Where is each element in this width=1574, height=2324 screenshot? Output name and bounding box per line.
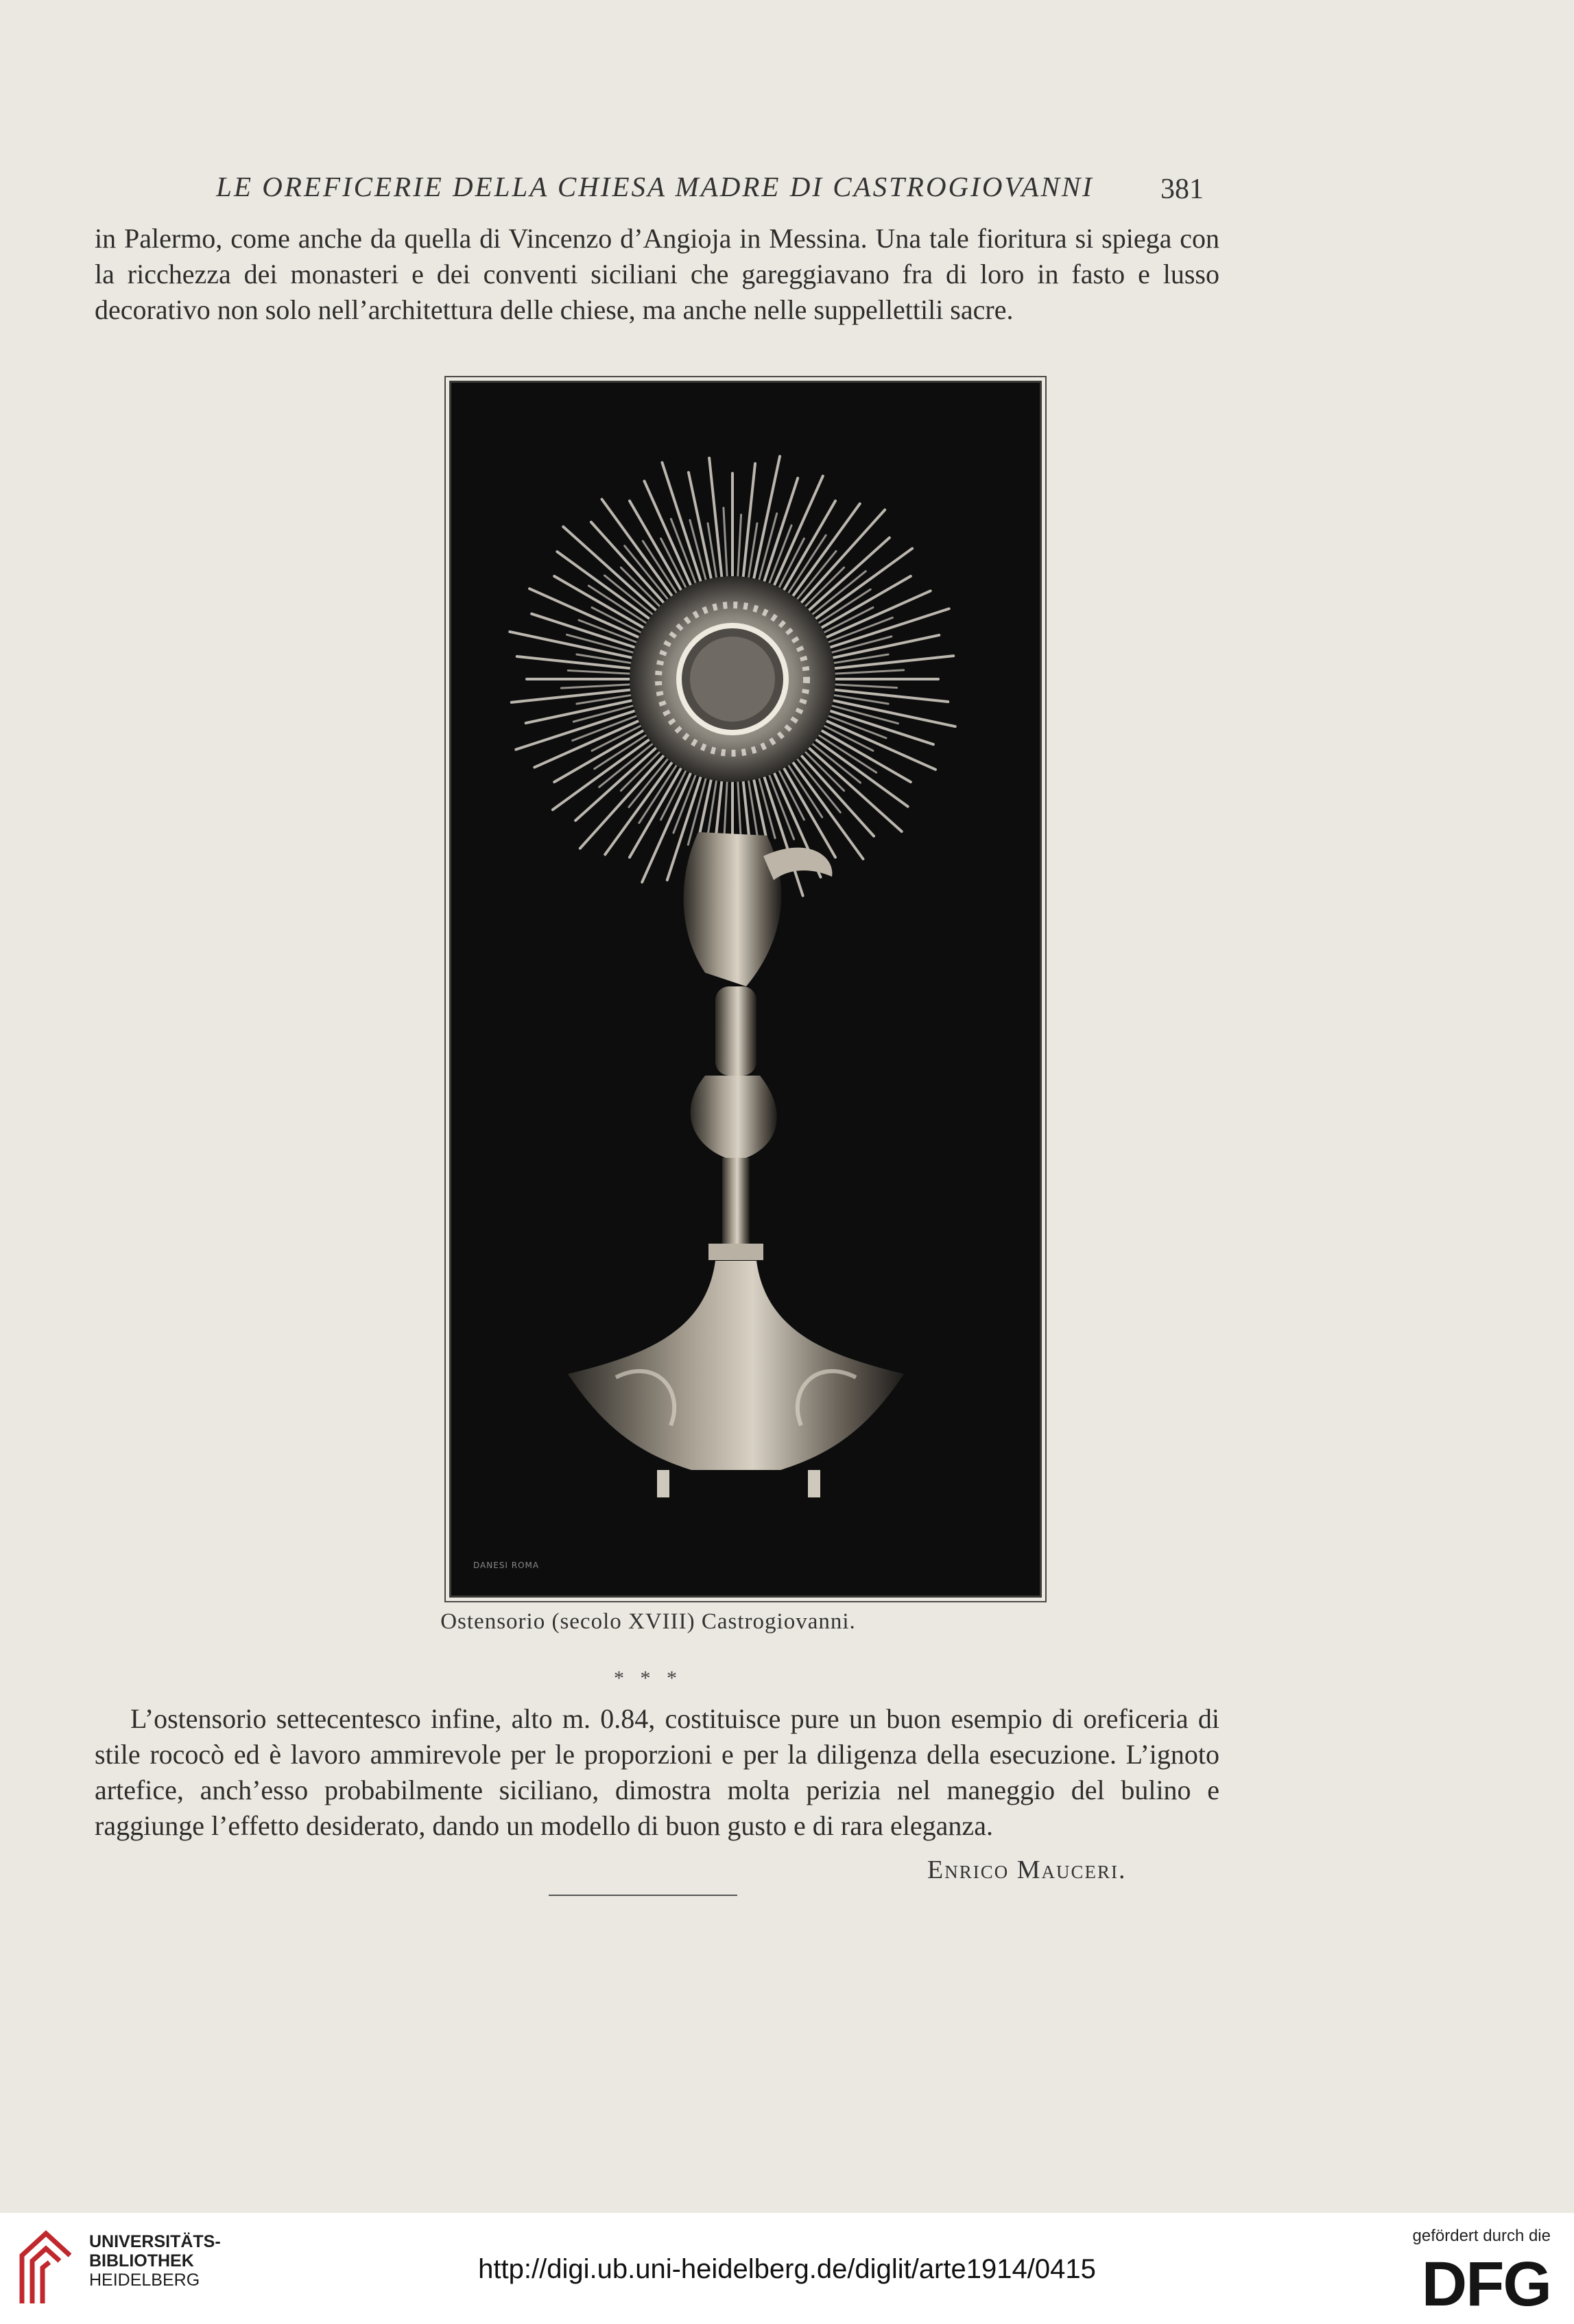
paragraph-text: L’ostensorio settecentesco infine, alto m. 0.84, costituisce pure un buon esempio di oreficeria di stile rococò ed è lavoro ammirevole per le proporzioni e per la diligenza della esecuzione. L’ignoto artefice, anch’esso probabilmente siciliano, dimostra molta perizia nel maneggio del bulino e raggiunge l’effetto desiderato, dando un modello di buon gusto e di rara eleganza. <box>95 1703 1219 1841</box>
ray <box>621 567 660 606</box>
library-name-line: BIBLIOTHEK <box>89 2251 194 2270</box>
page-number: 381 <box>1160 174 1204 205</box>
viewer-footer <box>0 2213 1574 2324</box>
ray <box>709 458 722 577</box>
ray <box>532 614 634 648</box>
ray <box>805 752 844 791</box>
photo-credit: DANESI ROMA <box>473 1561 540 1570</box>
ray <box>621 752 660 791</box>
permalink-url[interactable]: http://digi.ub.uni-heidelberg.de/diglit/arte1914/0415 <box>478 2254 1096 2284</box>
stem-column <box>722 1158 750 1247</box>
running-head: LE OREFICERIE DELLA CHIESA MADRE DI CASTROGIOVANNI <box>216 171 1094 202</box>
ray <box>517 656 630 668</box>
funded-by-label: gefördert durch die <box>1412 2227 1551 2245</box>
ray <box>805 567 844 606</box>
library-name-line: UNIVERSITÄTS- <box>89 2232 221 2251</box>
body-paragraph-2 <box>95 1701 1219 1844</box>
ray <box>512 690 630 702</box>
section-break: * * * <box>614 1667 682 1689</box>
ray <box>835 685 897 688</box>
ray <box>835 690 948 702</box>
library-name-line: HEIDELBERG <box>89 2270 200 2290</box>
paragraph-text: in Palermo, come anche da quella di Vincenzo d’Angioja in Messina. Una tale fioritura si spiega con la ricchezza dei monasteri e dei conventi siciliani che gareggiavano fra di loro in fasto e lusso decorativo non solo nell’architettura delle chiese, ma anche nelle suppellettili sacre. <box>95 223 1219 325</box>
author-signature: Enrico Mauceri. <box>927 1855 1127 1884</box>
ray <box>738 514 741 576</box>
ray <box>724 508 727 576</box>
monstrance-photograph <box>449 381 1042 1598</box>
ray <box>835 670 904 674</box>
ray <box>764 478 798 581</box>
monstrance-illustration <box>451 383 1040 1596</box>
rococo-base <box>568 1261 904 1470</box>
dfg-logo: DFG <box>1421 2249 1551 2319</box>
ray <box>561 685 630 688</box>
figure-caption: Ostensorio (secolo XVIII) Castrogiovanni. <box>440 1609 856 1634</box>
body-paragraph-1 <box>95 221 1219 328</box>
closing-rule <box>549 1895 737 1896</box>
ray <box>568 670 630 674</box>
ray <box>743 464 755 577</box>
ray <box>835 656 953 668</box>
stem-knot <box>715 986 756 1076</box>
ray <box>831 711 933 744</box>
